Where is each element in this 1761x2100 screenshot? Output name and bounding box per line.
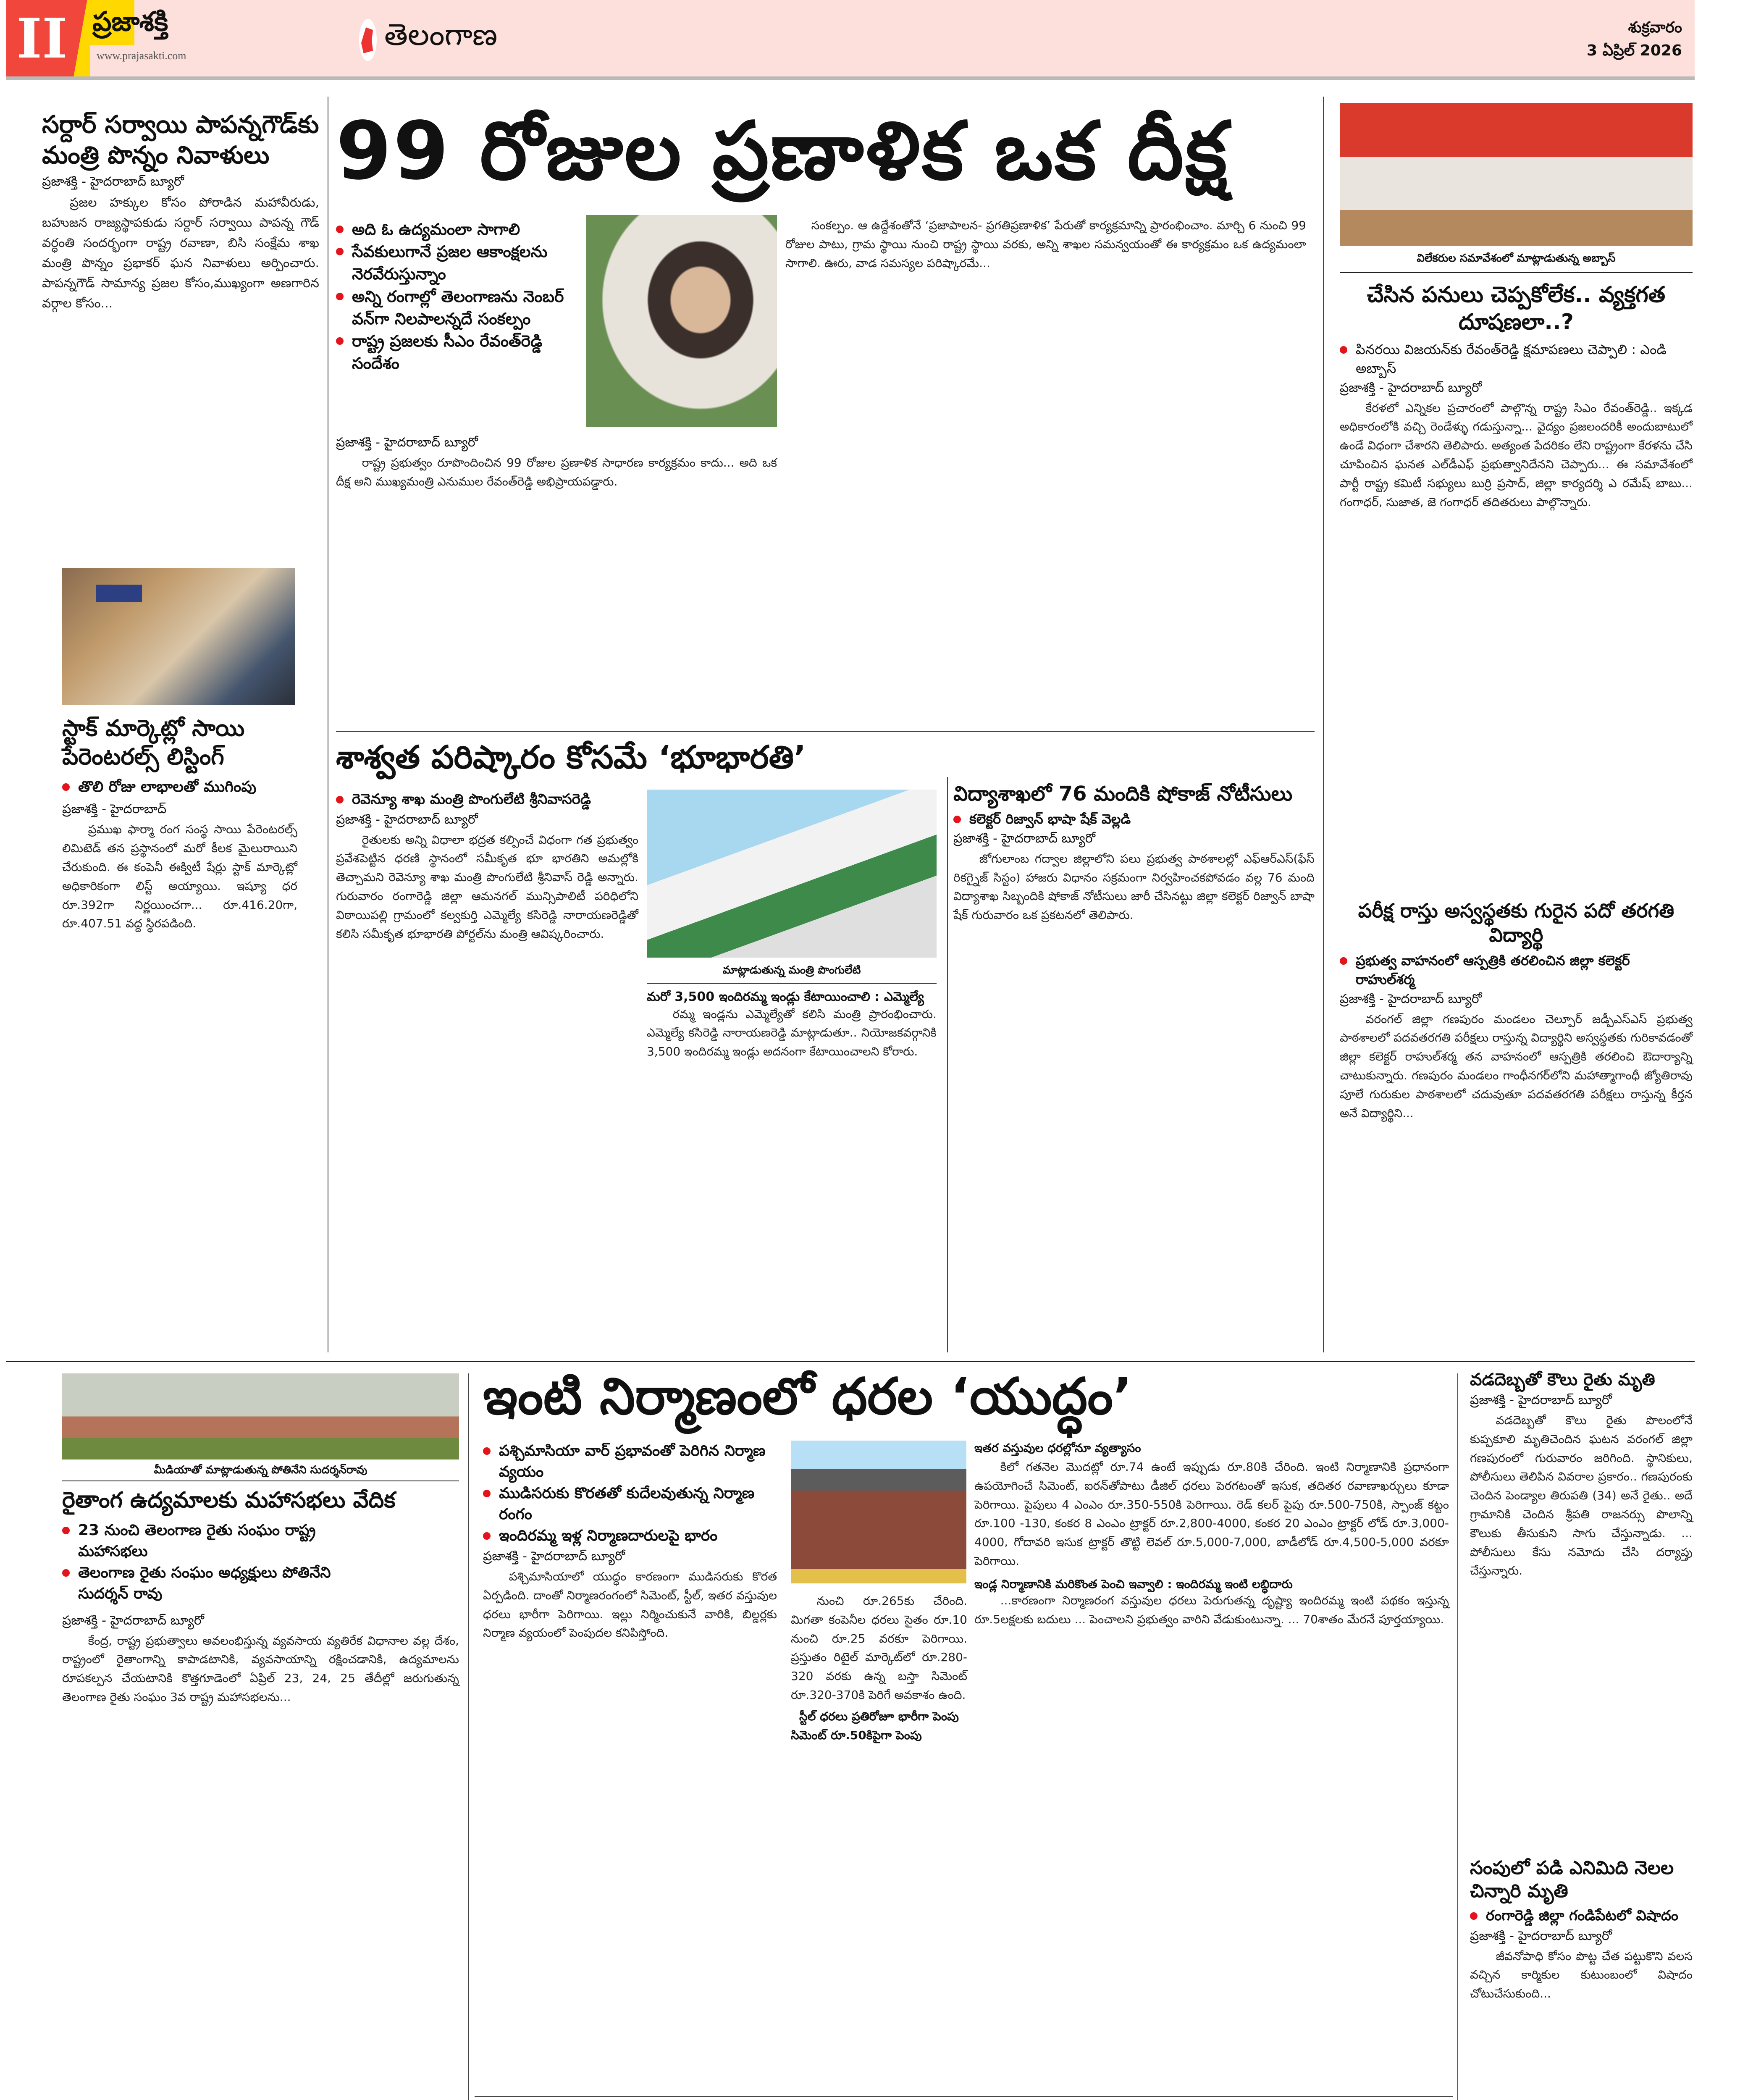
highlights	[336, 790, 638, 810]
article-housing	[483, 1369, 1449, 1425]
byline: ప్రజాశక్తి - హైదరాబాద్ బ్యూరో	[42, 174, 184, 189]
highlight-item: రెవెన్యూ శాఖ మంత్రి పొంగులేటి శ్రీనివాసరెడ్డి	[336, 790, 638, 810]
article-student	[1340, 899, 1693, 1123]
masthead-rule	[6, 76, 1695, 80]
rule	[475, 2096, 1453, 2097]
highlight-item: అన్ని రంగాల్లో తెలంగాణను నెంబర్ వన్‌గా నిలపాలన్నదే సంకల్పం	[336, 286, 580, 330]
highlight-item: పినరయి విజయన్‌కు రేవంత్‌రెడ్డి క్షమాపణలు చెప్పాలి : ఎండి అబ్బాస్	[1340, 340, 1693, 378]
highlight-item: రాష్ట్ర ప్రజలకు సీఎం రేవంత్‌రెడ్డి సందేశం	[336, 330, 580, 375]
article-papanna	[42, 109, 319, 314]
highlight-item: పశ్చిమాసియా వార్ ప్రభావంతో పెరిగిన నిర్మాణ వ్యయం	[483, 1441, 777, 1483]
article-body: జీవనోపాధి కోసం పొట్ట చేత పట్టుకొని వలస వచ్చిన కార్మికుల కుటుంబంలో విషాదం చోటుచేసుకుంది...	[1470, 1949, 1693, 2001]
article-sump	[1470, 1856, 1693, 2003]
article-showcause	[953, 781, 1315, 925]
lead-left-text	[336, 433, 777, 491]
lead-right-body: సంకల్పం. ఆ ఉద్దేశంతోనే ‘ప్రజాపాలన- ప్రగతిప్రణాళిక’ పేరుతో కార్యక్రమాన్ని ప్రారంభించాం. మార్చి 6 నుంచి 99 రోజుల పాటు, గ్రామ స్థాయి నుంచి రాష్ట్ర స్థాయి వరకు, అన్ని శాఖల సమన్వయంతో ఈ కార్యక్రమం ఒక ఉద్యమంలా సాగాలి. ఊరు, వాడ సమస్యల పరిష్కారమే...	[785, 218, 1306, 270]
article-body: వడదెబ్బతో కౌలు రైతు పొలంలోనే కుప్పకూలి మృతిచెందిన ఘటన వరంగల్ జిల్లా గణపురంలో గురువారం జరిగింది. స్థానికులు, పోలీసులు తెలిపిన వివరాల ప్రకారం.. గణపురంకు చెందిన పెండ్యాల తిరుపతి (34) అనే రైతు.. అదే గ్రామానికి చెందిన శ్రీపతి రాజనర్సు పొలాన్ని కౌలుకు తీసుకుని సాగు చేస్తున్నాడు. ... పోలీసులు కేసు నమోదు చేసి దర్యాప్తు చేస్తున్నారు.	[1470, 1413, 1693, 1578]
byline: ప్రజాశక్తి - హైదరాబాద్ బ్యూరో	[1470, 1928, 1612, 1943]
highlight-item: 23 నుంచి తెలంగాణ రైతు సంఘం రాష్ట్ర మహాసభలు	[62, 1520, 365, 1562]
article-body: నుంచి రూ.265కు చేరింది. మిగతా కంపెనీల ధరలు సైతం రూ.10 నుంచి రూ.25 వరకూ పెరిగాయి. ప్రస్తుతం రిటైల్ మార్కెట్‌లో రూ.280-320 వరకు ఉన్న బస్తా సిమెంట్ రూ.320-370కి పెరిగే అవకాశం ఉంది.	[791, 1594, 967, 1702]
highlight-item: తెలంగాణ రైతు సంఘం అధ్యక్షులు పోతినేని సుదర్శన్ రావు	[62, 1562, 365, 1605]
issue-day: శుక్రవారం	[1628, 19, 1682, 36]
headline: చేసిన పనులు చెప్పకోలేక.. వ్యక్తగత దూషణలా..?	[1367, 282, 1666, 335]
page-number: II	[6, 0, 78, 76]
rule	[647, 983, 937, 984]
highlights	[1470, 1906, 1693, 1926]
article-body: రైతులకు అన్ని విధాలా భద్రత కల్పించే విధంగా గత ప్రభుత్వం ప్రవేశపెట్టిన ధరణి స్థానంలో సమీకృత భూ భారతిని అమల్లోకి తెచ్చామని రెవెన్యూ శాఖ మంత్రి పొంగులేటి శ్రీనివాస్ రెడ్డి అన్నారు. గురువారం రంగారెడ్డి జిల్లా ఆమనగల్ మున్సిపాలిటీ పరిధిలోని విఠాయిపల్లి గ్రామంలో కల్వకుర్తి ఎమ్మెల్యే కసిరెడ్డి నారాయణరెడ్డితో కలిసి సమీకృత భూభారతి పోర్టల్‌ను మంత్రి ఆవిష్కరించారు.	[336, 832, 638, 941]
subheading: సిమెంట్ రూ.50కిపైగా పెంపు	[791, 1728, 922, 1742]
site-url[interactable]: www.prajasakti.com	[97, 50, 186, 62]
cm-revanth-reddy-photo	[586, 215, 777, 427]
issue-date: 3 ఏప్రిల్ 2026	[1586, 42, 1682, 59]
article-body: వరంగల్ జిల్లా గణపురం మండలం చెల్పూర్ జడ్పీఎస్ఎస్ ప్రభుత్వ పాఠశాలలో పదవతరగతి పరీక్షలు రాస్తున్న విద్యార్థిని అస్వస్థతకు గురికావడంతో జిల్లా కలెక్టర్ రాహుల్‌శర్మ తన వాహనంలో ఆస్పత్రికి తరలించి ఔదార్యాన్ని చాటుకున్నారు. గణపురం మండలం గాంధీనగర్‌లోని మహాత్మాగాంధీ జ్యోతిరావు పూలే గురుకుల పాఠశాలలో చదువుతూ పదవతరగతి పరీక్షలు రాస్తున్న కీర్తన అనే విద్యార్థిని...	[1340, 1012, 1693, 1120]
abbas-press-meet-photo	[1340, 103, 1693, 246]
rythu-sangham-press-photo	[62, 1373, 459, 1460]
rule	[1340, 272, 1693, 273]
subheading: మరో 3,500 ఇందిరమ్మ ఇండ్లు కేటాయించాలి : ఎమ్మెల్యే	[647, 990, 924, 1004]
byline: ప్రజాశక్తి - హైదరాబాద్ బ్యూరో	[1340, 991, 1482, 1006]
housing-mid	[791, 1592, 967, 1743]
lead-headline: 99 రోజుల ప్రణాళిక ఒక దీక్ష	[336, 105, 1229, 197]
rule	[62, 1480, 459, 1481]
byline: ప్రజాశక్తి - హైదరాబాద్ బ్యూరో	[336, 435, 478, 450]
headline: సంపులో పడి ఎనిమిది నెలల చిన్నారి మృతి	[1470, 1857, 1674, 1902]
masthead-slant	[73, 0, 90, 76]
lead-highlights	[336, 218, 580, 375]
masthead	[6, 0, 1695, 76]
column-rule	[468, 1373, 469, 2100]
article-body: ...కారణంగా నిర్మాణరంగ వస్తువుల ధరలు పెరుగుతన్న దృష్ట్యా ఇందిరమ్మ ఇంటి పథకం ఇస్తున్న రూ.5లక్షలకు బదులు ... పెంచాలని ప్రభుత్వం వారిని వేడుకుంటున్నా. ... 70శాతం మేరనే పూర్తయ్యాయి.	[974, 1593, 1449, 1626]
article-body: పశ్చిమాసియాలో యుద్ధం కారణంగా ముడిసరుకు కొరత ఏర్పడింది. దాంతో నిర్మాణరంగంలో సిమెంట్, స్టీల్, ఇతర వస్తువుల ధరలు భారీగా పెరిగాయి. ఇల్లు నిర్మించుకునే వారికి, బిల్డర్లకు నిర్మాణ వ్యయంలో పెంపుదల కనిపిస్తోంది.	[483, 1569, 777, 1640]
article-bhubharathi	[336, 737, 941, 777]
article-body: రమ్మ ఇండ్లను ఎమ్మెల్యేతో కలిసి మంత్రి ప్రారంభించారు. ఎమ్మెల్యే కసిరెడ్డి నారాయణరెడ్డి మాట్లాడుతూ.. నియోజకవర్గానికి 3,500 ఇందిరమ్మ ఇండ్లు అదనంగా కేటాయించాలని కోరారు.	[647, 1007, 937, 1059]
highlight-item: తొలి రోజు లాభాలతో ముగింపు	[62, 777, 297, 798]
bhubharathi-right	[647, 989, 937, 1061]
column-rule	[947, 777, 948, 1352]
byline: ప్రజాశక్తి - హైదరాబాద్ బ్యూరో	[953, 831, 1095, 846]
byline: ప్రజాశక్తి - హైదరాబాద్ బ్యూరో	[483, 1549, 625, 1564]
article-heatstroke	[1470, 1369, 1693, 1580]
section-title: తెలంగాణ	[384, 17, 498, 52]
headline: పరీక్ష రాస్తు అస్వస్థతకు గురైన పదో తరగతి విద్యార్థి	[1358, 899, 1674, 946]
column-rule	[1323, 97, 1324, 1352]
headline: సర్దార్ సర్వాయి పాపన్నగౌడ్‌కు మంత్రి పొన్నం నివాళులు	[42, 110, 319, 169]
housing-headline: ఇంటి నిర్మాణంలో ధరల ‘యుద్ధం’	[483, 1368, 1132, 1426]
article-abbas	[1340, 281, 1693, 512]
highlights	[483, 1441, 777, 1546]
article-body: ప్రజల హక్కుల కోసం పోరాడిన మహావీరుడు, బహుజన రాజ్యస్థాపకుడు సర్దార్ సర్వాయి పాపన్న గౌడ్ వర్ధంతి సందర్భంగా రాష్ట్ర రవాణా, బిసి సంక్షేమ శాఖ మంత్రి పొన్నం ప్రభాకర్ ఘన నివాళులు అర్పించారు. పాపన్నగౌడ్ సామాన్య ప్రజల కోసం,ముఖ్యంగా అణగారిన వర్గాల కోసం...	[42, 195, 319, 311]
headline: స్టాక్ మార్కెట్లో సాయి పేరెంటరల్స్ లిస్టింగ్	[62, 715, 245, 770]
article-body: కేంద్ర, రాష్ట్ర ప్రభుత్వాలు అవలంభిస్తున్న వ్యవసాయ వ్యతిరేక విధానాల వల్ల దేశం, రాష్ట్రంలో రైతాంగాన్ని కాపాడటానికి, వ్యవసాయాన్ని రక్షించడానికి, ఉద్యమాలను రూపకల్పన చేయటానికి కొత్తగూడెంలో ఏప్రిల్ 23, 24, 25 తేదీల్లో జరుగుతున్న తెలంగాణ రైతు సంఘం 3వ రాష్ట్ర మహాసభలను...	[62, 1633, 459, 1704]
byline: ప్రజాశక్తి - హైదరాబాద్ బ్యూరో	[1340, 380, 1482, 395]
headline: శాశ్వత పరిష్కారం కోసమే ‘భూభారతి’	[336, 738, 806, 776]
highlight-item: కలెక్టర్ రిజ్వాన్ భాషా షేక్ వెల్లడి	[953, 810, 1315, 829]
telangana-map-icon	[359, 19, 377, 61]
article-sai	[62, 714, 297, 933]
headline: విద్యాశాఖలో 76 మందికి షోకాజ్ నోటీసులు	[953, 782, 1293, 806]
subheading: స్టీల్ ధరలు ప్రతిరోజూ భారీగా పెంపు	[799, 1709, 959, 1723]
highlights	[62, 777, 297, 798]
brand-logo: ప్రజాశక్తి	[92, 6, 168, 37]
photo-caption: మీడియాతో మాట్లాడుతున్న పోతినేని సుదర్శన్‌రావు	[154, 1464, 367, 1476]
housing-right	[974, 1441, 1449, 1629]
highlights	[953, 810, 1315, 829]
rule	[336, 731, 1315, 732]
article-lead	[336, 105, 1319, 197]
photo-caption: విలేకరుల సమావేశంలో మాట్లాడుతున్న అబ్బాస్	[1417, 252, 1616, 265]
headline: వడదెబ్బతో కౌలు రైతు మృతి	[1470, 1370, 1655, 1389]
highlight-item: రంగారెడ్డి జిల్లా గండిపేటలో విషాదం	[1470, 1906, 1693, 1926]
highlight-item: ముడిసరుకు కొరతతో కుదేలవుతున్న నిర్మాణ రంగం	[483, 1483, 777, 1525]
highlight-item: సేవకులుగానే ప్రజల ఆకాంక్షలను నెరవేరుస్తున్నాం	[336, 241, 580, 285]
highlight-item: ఇందిరమ్మ ఇళ్ల నిర్మాణదారులపై భారం	[483, 1525, 777, 1546]
headline: రైతాంగ ఉద్యమాలకు మహాసభలు వేదిక	[62, 1488, 396, 1513]
article-body: కిలో గతనెల మొదట్లో రూ.74 ఉంటే ఇప్పుడు రూ.80కి చేరింది. ఇంటి నిర్మాణానికి ప్రధానంగా ఉపయోగించే సిమెంట్, ఐరన్‌తోపాటు డీజిల్ ధరలు పెరగటంతో ఇసుక, తదితర రవాణాఖర్చులు కూడా పెరిగాయి. పైపులు 4 ఎంఎం రూ.350-550కి పెరిగాయి. రెడ్ కలర్ పైపు రూ.500-750కి, స్పాంజ్ కట్టం రూ.100 -130, కంకర 8 ఎంఎం ట్రాక్టర్ రూ.2,800-4000, కంకర 20 ఎంఎం ట్రాక్టర్ లోడ్ రూ.3,000-4000, గోదావరి ఇసుక ట్రాక్టర్ తొట్టి లెవల్ రూ.5,000-7,000, బాడీలోడ్ రూ.4,500-5,000 వరకూ పెరిగాయి.	[974, 1460, 1449, 1568]
byline: ప్రజాశక్తి - హైదరాబాద్ బ్యూరో	[336, 812, 478, 827]
subheading: ఇండ్ల నిర్మాణానికి మరికొంత పెంచి ఇవ్వాలి : ఇందిరమ్మ ఇంటి లబ్ధిదారు	[974, 1577, 1293, 1591]
photo-caption: మాట్లాడుతున్న మంత్రి పొంగులేటి	[722, 964, 861, 976]
house-construction-photo	[791, 1441, 966, 1583]
article-body: జోగులాంబ గద్వాల జిల్లాలోని పలు ప్రభుత్వ పాఠశాలల్లో ఎఫ్‌ఆర్‌ఎస్(ఫేస్ రికగ్నైజ్ సిస్టం) హాజరు విధానం సక్రమంగా నిర్వహించకపోవడం వల్ల 76 మంది విద్యాశాఖ సిబ్బందికి షోకాజ్ నోటీసులు జారీ చేసినట్టు జిల్లా కలెక్టర్ రిజ్వాన్ బాషా షేక్ గురువారం ఒక ప్రకటనలో తెలిపారు.	[953, 851, 1315, 922]
article-body: ప్రముఖ ఫార్మా రంగ సంస్థ సాయి పేరెంటరల్స్ లిమిటెడ్ తన ప్రస్థానంలో మరో కీలక మైలురాయిని చేరుకుంది. ఈ కంపెనీ ఈక్విటీ షేర్లు స్టాక్ మార్కెట్లో అధికారికంగా లిస్ట్ అయ్యాయి. ఇష్యూ ధర రూ.392గా నిర్ణయించగా... రూ.416.20గా, రూ.407.51 వద్ద స్థిరపడింది.	[62, 822, 297, 931]
banner-icon	[96, 585, 142, 602]
sai-parenterals-listing-photo	[62, 568, 295, 705]
byline: ప్రజాశక్తి - హైదరాబాద్ బ్యూరో	[62, 1613, 204, 1628]
column-rule	[1457, 1373, 1458, 2100]
article-rythu	[62, 1487, 459, 1707]
bhubharathi-left	[336, 790, 638, 943]
highlights	[62, 1520, 365, 1605]
subheading: ఇతర వస్తువుల ధరల్లోనూ వ్యత్యాసం	[974, 1441, 1141, 1455]
byline: ప్రజాశక్తి - హైదరాబాద్ బ్యూరో	[1470, 1393, 1612, 1407]
byline: ప్రజాశక్తి - హైదరాబాద్	[62, 802, 167, 817]
highlight-item: అది ఓ ఉద్యమంలా సాగాలి	[336, 218, 580, 241]
section-rule	[6, 1361, 1695, 1362]
highlights	[1340, 340, 1693, 378]
highlight-item: ప్రభుత్వ వాహనంలో ఆస్పత్రికి తరలించిన జిల్లా కలెక్టర్ రాహుల్‌శర్మ	[1340, 951, 1693, 989]
highlights	[1340, 951, 1693, 989]
minister-ponguleti-speaking-photo	[647, 790, 937, 958]
article-body: రాష్ట్ర ప్రభుత్వం రూపొందించిన 99 రోజుల ప్రణాళిక సాధారణ కార్యక్రమం కాదు... అది ఒక దీక్ష అని ముఖ్యమంత్రి ఎనుముల రేవంత్‌రెడ్డి అభిప్రాయపడ్డారు.	[336, 456, 777, 488]
article-body: కేరళలో ఎన్నికల ప్రచారంలో పాల్గొన్న రాష్ట్ర సిఎం రేవంత్‌రెడ్డి.. ఇక్కడ అధికారంలోకి వచ్చి రెండేళ్ళు గడుస్తున్నా... వైద్యం ప్రజలందరికీ అందుబాటులో ఉండే విధంగా చేశారని తెలిపారు. అత్యంత పేదరికం లేని రాష్ట్రంగా కేరళను చేసి చూపించిన ఘనత ఎల్‌డీఎఫ్ ప్రభుత్వానిదేనని చెప్పారు... ఈ సమావేశంలో పార్టీ రాష్ట్ర కమిటీ సభ్యులు బుర్రి ప్రసాద్, జిల్లా కార్యదర్శి ఎ రమేష్ బాబు... గంగాధర్, సుజాత, జె గంగాధర్ తదితరులు పాల్గొన్నారు.	[1340, 401, 1693, 509]
housing-left	[483, 1441, 777, 1643]
